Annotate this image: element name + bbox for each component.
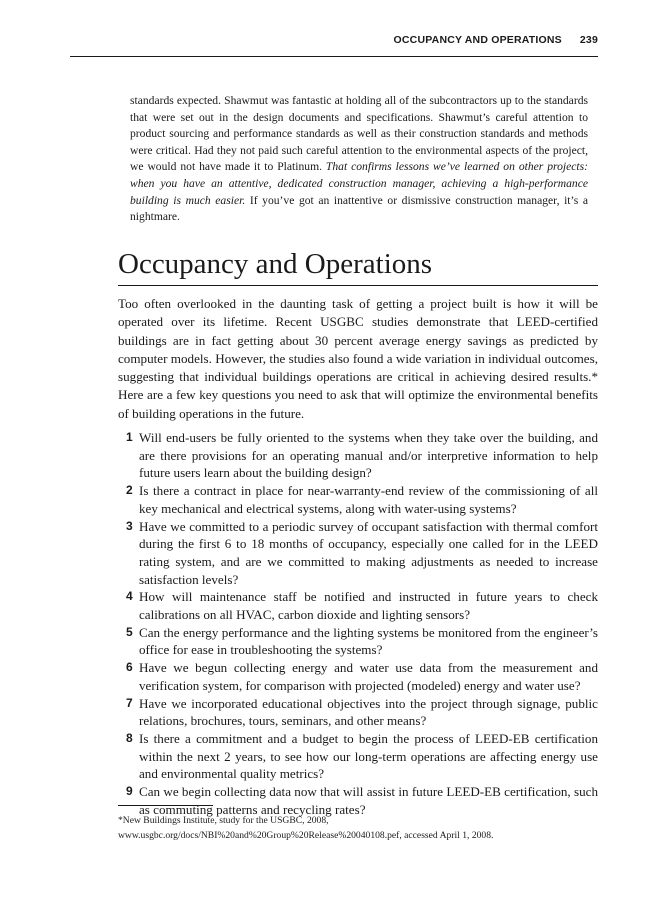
item-text: Can the energy performance and the lighting systems be monitored from the engineer’s office for ease in troubleshooting the systems? <box>139 624 598 658</box>
quote-italic: That confirms lessons we’ve learned on other projects: when you have an attentive, dedicated construction manager, achieving a high-performance building is much easier. <box>130 160 589 207</box>
list-item <box>118 482 598 517</box>
item-text: Will end-users be fully oriented to the systems when they take over the building, and are there provisions for an operating manual and/or interpretive information to help future users learn about the building design? <box>139 430 598 481</box>
list-item <box>118 588 598 623</box>
continued-quote <box>130 93 588 226</box>
question-list <box>118 429 598 818</box>
item-number: 1 <box>126 430 133 444</box>
list-item <box>118 659 598 694</box>
list-item <box>118 518 598 589</box>
list-item <box>118 429 598 482</box>
item-number: 3 <box>126 518 133 533</box>
list-item <box>118 730 598 783</box>
item-number: 6 <box>126 660 133 675</box>
running-head-title: OCCUPANCY AND OPERATIONS <box>393 34 562 46</box>
item-number: 7 <box>126 695 133 710</box>
item-text: Is there a contract in place for near-warranty-end review of the commissioning of all key mechanical and electrical systems, along with water-using systems? <box>139 483 598 516</box>
quote-part-2: If you’ve got an inattentive or dismissive construction manager, it’s a nightmare. <box>130 193 588 224</box>
item-text: Have we begun collecting energy and water use data from the measurement and verification system, for comparison with projected (modeled) energy and water use? <box>139 660 598 693</box>
footnote-rule <box>118 805 213 806</box>
heading-rule <box>118 285 598 286</box>
quote-part-1: standards expected. Shawmut was fantastic at holding all of the subcontractors up to the standards that were set out in the design documents and specifications. Shawmut’s careful attention to product sourcing and performance standards as well as their construction standards and methods were critical. Had they not paid such careful attention to the environmental aspects of the project, we would not have made it to Platinum. <box>130 94 588 174</box>
running-head-text <box>394 34 598 46</box>
header-rule <box>70 56 598 57</box>
running-head <box>0 34 598 54</box>
list-item <box>118 624 598 659</box>
item-number: 5 <box>126 624 133 639</box>
item-number: 9 <box>126 784 133 799</box>
item-text: Can we begin collecting data now that will assist in future LEED-EB certification, such as commuting patterns and recycling rates? <box>139 784 598 817</box>
item-number: 8 <box>126 730 133 745</box>
intro-paragraph: Too often overlooked in the daunting task of getting a project built is how it will be operated over its lifetime. Recent USGBC studies demonstrate that LEED-certified buildings are in fact getting about 30 percent average energy savings as predicted by computer models. However, the studies also found a wide variation in individual outcomes, suggesting that individual buildings operations are critical in achieving desired results.* Here are a few key questions you need to ask that will optimize the environmental benefits of building operations in the future. <box>118 296 598 421</box>
item-text: How will maintenance staff be notified and instructed in future years to check calibrations on all HVAC, carbon dioxide and lighting sensors? <box>139 589 598 623</box>
item-text: Have we committed to a periodic survey of occupant satisfaction with thermal comfort during the first 6 to 18 months of occupancy, especially one called for in the LEED rating system, and are we committed to making adjustments as needed to increase satisfaction levels? <box>139 518 598 587</box>
footnote: *New Buildings Institute, study for the USGBC, 2008, www.usgbc.org/docs/NBI%20and%20Group%20Release%20040108.pef, accessed April 1, 2008. <box>118 815 494 841</box>
page-number: 239 <box>579 34 598 46</box>
item-number: 2 <box>126 483 133 498</box>
item-number: 4 <box>126 589 133 604</box>
item-text: Have we incorporated educational objectives into the project through signage, public relations, brochures, tours, seminars, and other means? <box>139 695 598 729</box>
list-item <box>118 695 598 730</box>
section-heading: Occupancy and Operations <box>118 248 433 280</box>
item-text: Is there a commitment and a budget to begin the process of LEED-EB certification within the next 2 years, to see how our long-term operations are affecting energy use and environmental quality metrics? <box>139 730 598 782</box>
